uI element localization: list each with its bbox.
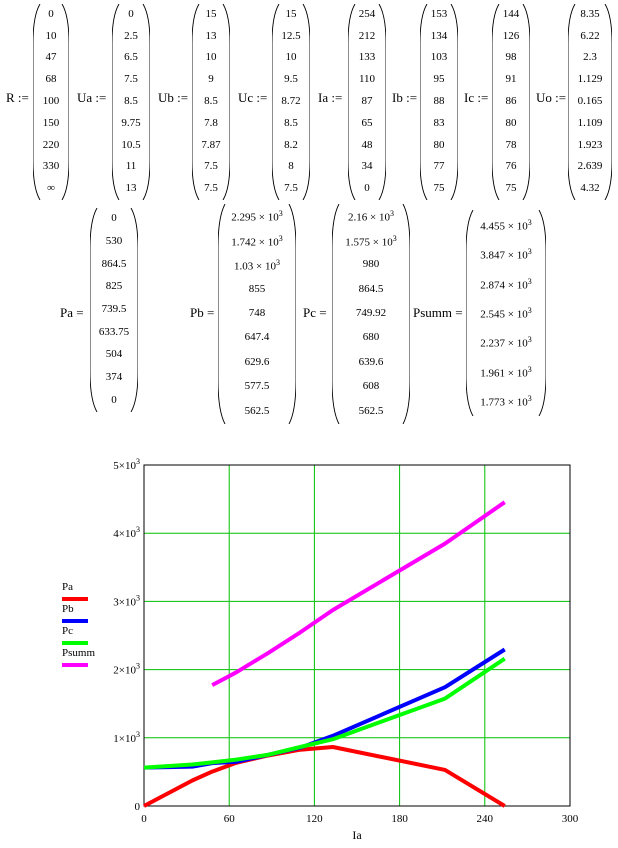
vector-cell: 10: [285, 51, 297, 64]
vector-cell: $2.237 \times 10^3$: [480, 335, 532, 351]
vector-cell: 8: [288, 160, 294, 173]
left-paren: [466, 210, 474, 416]
vector-cell: 65: [361, 116, 373, 129]
label-Ua: [77, 90, 106, 106]
label-Uo: [536, 90, 566, 106]
label-Pa-name: Pa: [60, 305, 73, 320]
label-Ub-op: :=: [177, 90, 189, 105]
vector-cell: 2.3: [583, 51, 597, 64]
vector-Uo: [568, 4, 612, 200]
left-paren: [112, 4, 120, 200]
label-Psumm-name: Psumm: [413, 305, 453, 320]
vector-cell: 133: [358, 51, 376, 64]
label-Ib-op: :=: [406, 90, 418, 105]
left-paren: [420, 4, 428, 200]
label-Uo-op: :=: [555, 90, 567, 105]
vector-cell: 34: [361, 160, 373, 173]
right-paren: [402, 204, 410, 424]
label-Pc-op: =: [319, 305, 327, 320]
vector-cell: 10: [205, 51, 217, 64]
label-Pa-op: =: [76, 305, 84, 320]
vector-cell: 212: [358, 29, 376, 42]
vector-cells: [500, 4, 522, 200]
vector-cell: 577.5: [244, 380, 270, 393]
left-paren: [568, 4, 576, 200]
vector-cells: [120, 4, 142, 200]
y-tick-label: $5\times 10^3$: [113, 457, 140, 472]
vector-cell: 80: [505, 116, 517, 129]
vector-cell: $4.455 \times 10^3$: [480, 217, 532, 233]
right-paren: [222, 4, 230, 200]
vector-cell: 47: [45, 51, 57, 64]
vector-Ic: [492, 4, 530, 200]
vector-cell: 629.6: [244, 355, 270, 368]
vector-cell: 48: [361, 138, 373, 151]
vector-cell: 864.5: [358, 282, 384, 295]
vector-cell: 0: [364, 182, 370, 195]
vector-Ia: [348, 4, 386, 200]
vector-cell: 83: [433, 116, 445, 129]
vector-cell: 103: [430, 51, 448, 64]
vector-Pa: [90, 208, 138, 412]
left-paren: [192, 4, 200, 200]
vector-cell: 7.87: [201, 138, 221, 151]
label-Psumm-op: =: [455, 305, 463, 320]
left-paren: [332, 204, 340, 424]
vector-cell: 6.22: [580, 29, 600, 42]
vector-cell: 98: [505, 51, 517, 64]
vector-cell: $2.295 \times 10^3$: [231, 209, 283, 224]
vector-Ub: [192, 4, 230, 200]
vector-Ib: [420, 4, 458, 200]
vector-cell: 220: [42, 138, 60, 151]
vector-cell: 15: [205, 7, 217, 20]
vector-cells: [280, 4, 302, 200]
vector-cell: 0: [128, 7, 134, 20]
vector-cell: 633.75: [98, 325, 130, 338]
vector-cell: 1.923: [577, 138, 603, 151]
series-line-pc: [144, 659, 505, 768]
label-R: [6, 90, 29, 106]
left-paren: [272, 4, 280, 200]
label-Uc-name: Uc: [238, 90, 254, 105]
vector-Psumm: [466, 210, 546, 416]
vector-cell: $1.961 \times 10^3$: [480, 364, 532, 380]
label-R-name: R: [6, 90, 15, 105]
vector-cell: 126: [502, 29, 520, 42]
y-tick-label: $2\times 10^3$: [113, 661, 140, 677]
vector-cell: 68: [45, 73, 57, 86]
vector-cell: $1.773 \times 10^3$: [480, 394, 532, 409]
vector-cell: 504: [105, 348, 123, 361]
vector-cells: [474, 210, 538, 416]
label-Ib-name: Ib: [392, 90, 403, 105]
vector-cell: 864.5: [101, 257, 127, 270]
vector-cell: 10: [45, 29, 57, 42]
vector-cell: 2.639: [577, 160, 603, 173]
vector-cell: 530: [105, 235, 123, 247]
label-Pb-op: =: [206, 305, 215, 320]
vector-cell: 7.8: [204, 116, 218, 129]
vector-cell: 254: [358, 7, 376, 20]
label-R-op: :=: [17, 90, 29, 105]
left-paren: [90, 208, 98, 412]
label-Ia-op: :=: [331, 90, 343, 105]
label-Ua-name: Ua: [77, 90, 93, 105]
vector-cell: $1.03 \times 10^3$: [234, 258, 280, 273]
vector-cell: $1.575 \times 10^3$: [345, 233, 397, 249]
vector-cell: 13: [125, 182, 137, 195]
vector-cell: 980: [362, 258, 380, 271]
vector-cell: 10.5: [121, 138, 141, 151]
vector-cell: 78: [505, 138, 517, 151]
vector-cell: 8.2: [284, 138, 298, 151]
vector-cell: 91: [505, 73, 517, 86]
vector-Uc: [272, 4, 310, 200]
right-paren: [538, 210, 546, 416]
vector-cell: 100: [42, 95, 60, 107]
label-Ua-op: :=: [95, 90, 107, 105]
vector-cell: 748: [248, 307, 266, 319]
vector-cell: 86: [505, 95, 517, 107]
right-paren: [288, 204, 296, 424]
vector-cell: 80: [433, 138, 445, 151]
x-tick-label: 240: [476, 813, 494, 825]
vector-cell: 749.92: [355, 307, 387, 319]
x-tick-label: 120: [306, 813, 323, 825]
vector-cell: $2.874 \times 10^3$: [480, 276, 532, 292]
vector-cell: 0.165: [577, 95, 603, 107]
label-Pa: [60, 305, 84, 321]
line-chart[interactable]: [0, 440, 618, 848]
left-paren: [33, 4, 41, 200]
vector-cell: 12.5: [281, 29, 301, 42]
right-paren: [378, 4, 386, 200]
vector-cells: [340, 204, 402, 424]
label-Ub: [158, 90, 188, 106]
vector-cell: 825: [105, 280, 123, 293]
vector-cell: 15: [285, 7, 297, 20]
label-Pc-name: Pc: [303, 305, 316, 320]
series-line-psumm: [212, 502, 505, 685]
vector-Ua: [112, 4, 150, 200]
vector-cell: 150: [42, 116, 60, 129]
vector-cell: 95: [433, 73, 445, 86]
vector-cell: 8.72: [281, 95, 301, 107]
label-Pc: [303, 305, 327, 321]
vector-cell: 8.5: [284, 116, 298, 129]
x-tick-label: 0: [141, 813, 147, 825]
left-paren: [492, 4, 500, 200]
vector-cell: 8.5: [124, 95, 138, 107]
label-Uc: [238, 90, 267, 106]
vector-cell: ∞: [47, 182, 55, 195]
vector-cell: 562.5: [358, 404, 384, 417]
vector-cell: 144: [502, 7, 520, 20]
vector-cells: [98, 208, 130, 412]
vector-cell: 330: [42, 160, 60, 173]
label-Ic-name: Ic: [464, 90, 475, 105]
vector-cell: 7.5: [124, 73, 138, 86]
right-paren: [604, 4, 612, 200]
vector-cell: 75: [433, 182, 445, 195]
vector-cell: 680: [362, 331, 380, 344]
vector-cell: 7.5: [204, 182, 218, 195]
label-Pb: [190, 305, 214, 321]
vector-cell: 855: [248, 282, 266, 295]
legend-label-pc: Pc: [62, 625, 73, 637]
vector-cells: [41, 4, 61, 200]
vector-cell: 9.75: [121, 116, 141, 129]
label-Psumm: [413, 305, 463, 321]
left-paren: [348, 4, 356, 200]
vector-cell: 1.109: [577, 116, 603, 129]
vector-cell: 9: [208, 73, 214, 86]
x-tick-label: 60: [223, 813, 235, 825]
legend-label-pb: Pb: [62, 603, 74, 615]
series-line-pa: [144, 747, 505, 806]
right-paren: [522, 4, 530, 200]
vector-cell: 88: [433, 95, 445, 107]
vector-cell: 4.32: [580, 182, 600, 195]
y-tick-label: 0: [134, 801, 140, 813]
right-paren: [302, 4, 310, 200]
y-tick-label: $4\times 10^3$: [113, 525, 140, 541]
vector-cells: [226, 204, 288, 424]
vector-cell: 87: [361, 95, 373, 107]
vector-cell: 7.5: [284, 182, 298, 195]
vector-cell: 13: [205, 29, 217, 42]
label-Uc-op: :=: [256, 90, 268, 105]
vector-cell: 739.5: [101, 303, 127, 315]
vector-cell: 8.5: [204, 95, 218, 107]
vector-cells: [428, 4, 450, 200]
vector-cell: 0: [111, 393, 117, 406]
vector-cell: 110: [358, 73, 376, 86]
vector-cell: 7.5: [204, 160, 218, 173]
vector-cell: 2.5: [124, 29, 138, 42]
vector-cell: $2.545 \times 10^3$: [480, 306, 532, 321]
vector-cell: 76: [505, 160, 517, 173]
y-tick-label: $3\times 10^3$: [113, 593, 140, 609]
vector-cell: 374: [105, 371, 123, 383]
vector-cell: 134: [430, 29, 448, 42]
vector-cell: 6.5: [124, 51, 138, 64]
vector-cell: 0: [48, 7, 54, 20]
label-Ia: [318, 90, 342, 106]
label-Ib: [392, 90, 417, 106]
vector-Pb: [218, 204, 296, 424]
series-line-pb: [144, 650, 505, 768]
y-tick-label: $1\times 10^3$: [113, 729, 140, 745]
x-tick-label: 300: [561, 813, 579, 825]
vector-cells: [576, 4, 604, 200]
vector-cells: [200, 4, 222, 200]
label-Pb-name: Pb: [190, 305, 204, 320]
vector-cell: $1.742 \times 10^3$: [231, 233, 283, 249]
vector-cells: [356, 4, 378, 200]
plot-frame: [144, 465, 570, 806]
legend-label-psumm: Psumm: [62, 647, 96, 659]
vector-cell: 608: [362, 380, 380, 393]
legend-label-pa: Pa: [62, 581, 73, 593]
vector-cell: 8.35: [580, 7, 600, 20]
label-Ic-op: :=: [477, 90, 489, 105]
label-Uo-name: Uo: [536, 90, 552, 105]
vector-cell: $2.16 \times 10^3$: [348, 209, 394, 224]
vector-cell: 562.5: [244, 404, 270, 417]
label-Ia-name: Ia: [318, 90, 329, 105]
vector-cell: 9.5: [284, 73, 298, 86]
label-Ub-name: Ub: [158, 90, 174, 105]
vector-cell: 11: [125, 160, 137, 173]
left-paren: [218, 204, 226, 424]
vector-cell: 639.6: [358, 355, 384, 368]
label-Ic: [464, 90, 488, 106]
x-axis-label: Ia: [352, 828, 362, 842]
right-paren: [450, 4, 458, 200]
vector-cell: 647.4: [244, 331, 270, 344]
vector-R: [33, 4, 69, 200]
vector-cell: 77: [433, 160, 445, 173]
right-paren: [130, 208, 138, 412]
vector-cell: 1.129: [577, 73, 603, 86]
vector-cell: 153: [430, 7, 448, 20]
vector-cell: 0: [111, 212, 117, 225]
vector-cell: $3.847 \times 10^3$: [480, 247, 532, 262]
right-paren: [61, 4, 69, 200]
x-tick-label: 180: [391, 813, 408, 825]
right-paren: [142, 4, 150, 200]
vector-Pc: [332, 204, 410, 424]
vector-cell: 75: [505, 182, 517, 195]
